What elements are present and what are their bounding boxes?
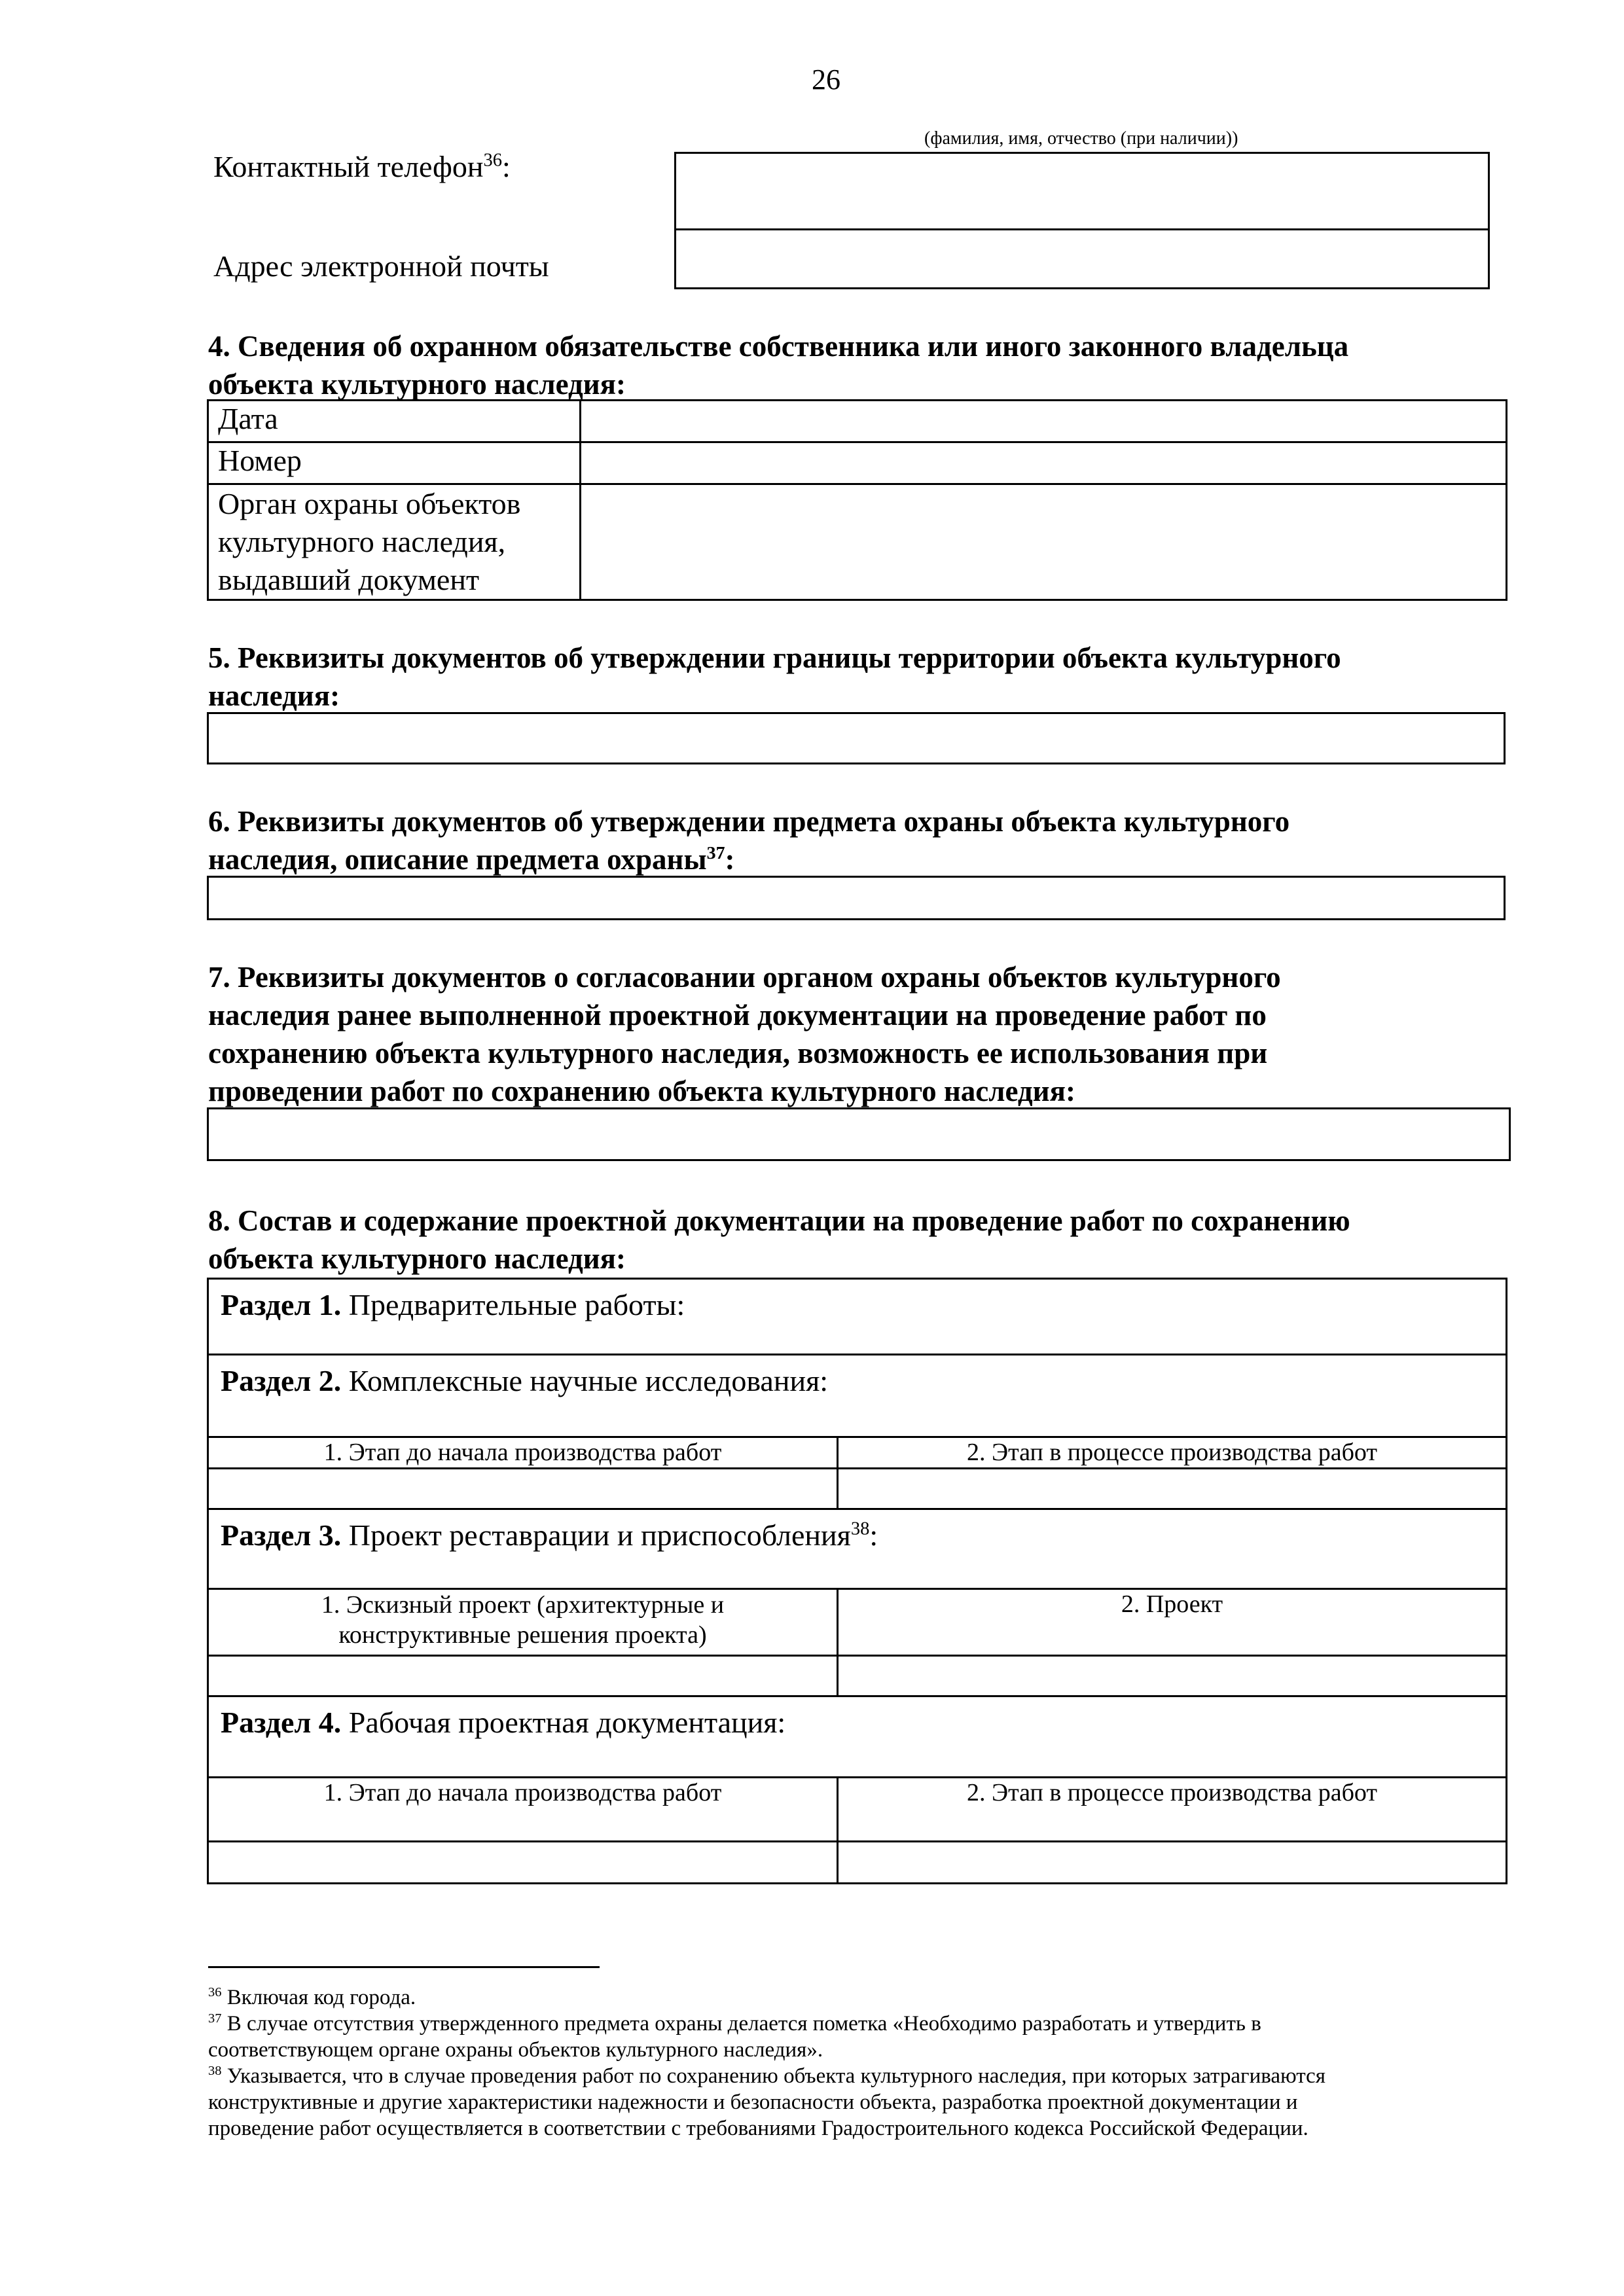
section-2-stage-2-input[interactable]	[838, 1469, 1507, 1509]
section-1-row: Раздел 1. Предварительные работы:	[208, 1279, 1507, 1355]
section-3-project-input[interactable]	[838, 1656, 1507, 1696]
approval-docs-input[interactable]	[207, 1107, 1511, 1161]
section-2-stage-1-label: 1. Этап до начала производства работ	[208, 1437, 838, 1469]
date-input[interactable]	[581, 401, 1507, 442]
number-input[interactable]	[581, 442, 1507, 484]
date-label: Дата	[208, 401, 581, 442]
section-3-sketch-input[interactable]	[208, 1656, 838, 1696]
number-label: Номер	[208, 442, 581, 484]
section-4-row: Раздел 4. Рабочая проектная документация:	[208, 1696, 1507, 1778]
phone-label: Контактный телефон$^{36}$:	[213, 150, 511, 183]
section-4-heading: 4. Сведения об охранном обязательстве собственника или иного законного владельца объекта культурного наследия:	[208, 330, 1349, 401]
section-5-heading: 5. Реквизиты документов об утверждении границы территории объекта культурного наследия:	[208, 641, 1341, 712]
protection-subject-input[interactable]	[207, 876, 1506, 920]
section-4-stage-2-label: 2. Этап в процессе производства работ	[838, 1778, 1507, 1842]
fio-hint: (фамилия, имя, отчество (при наличии))	[924, 128, 1238, 149]
organ-label: Орган охраны объектов культурного наследия, выдавший документ	[208, 484, 581, 600]
section-2-stage-1-input[interactable]	[208, 1469, 838, 1509]
footnote-37: $^{37}$ В случае отсутствия утвержденного предмета охраны делается пометка «Необходимо разработать и утвердить в соответствующем органе охраны объектов культурного наследия».	[208, 2011, 1261, 2062]
footnote-ref-38: 38	[850, 1518, 870, 1539]
section-2-stage-2-label: 2. Этап в процессе производства работ	[838, 1437, 1507, 1469]
organ-input[interactable]	[581, 484, 1507, 600]
section-3-project-label: 2. Проект	[838, 1589, 1507, 1656]
page-number: 26	[812, 63, 840, 96]
section-2-row: Раздел 2. Комплексные научные исследования:	[208, 1355, 1507, 1437]
section-3-sketch-label: 1. Эскизный проект (архитектурные и конструктивные решения проекта)	[208, 1589, 838, 1656]
section-6-heading: 6. Реквизиты документов об утверждении предмета охраны объекта культурного наследия, описание предмета охраны$^{37}$:	[208, 805, 1290, 876]
footnote-separator	[208, 1966, 600, 1968]
project-docs-table	[207, 1278, 1507, 1884]
email-input[interactable]	[674, 228, 1490, 289]
footnote-38: $^{38}$ Указывается, что в случае проведения работ по сохранению объекта культурного наследия, при которых затрагиваются конструктивные и другие характеристики надежности и безопасности объекта, разработка проектной документации и проведение работ осуществляется в соответствии с требованиями Градостроительного кодекса Российской Федерации.	[208, 2064, 1326, 2140]
footnote-ref-37: 37	[706, 843, 725, 863]
phone-input[interactable]	[674, 152, 1490, 230]
obligation-table	[207, 399, 1507, 601]
section-8-heading: 8. Состав и содержание проектной документации на проведение работ по сохранению объекта культурного наследия:	[208, 1204, 1350, 1275]
territory-docs-input[interactable]	[207, 712, 1506, 764]
section-3-row: Раздел 3. Проект реставрации и приспособления$^{38}$:	[208, 1509, 1507, 1589]
footnote-ref-36: 36	[483, 150, 502, 171]
section-4-stage-2-input[interactable]	[838, 1842, 1507, 1884]
section-4-stage-1-label: 1. Этап до начала производства работ	[208, 1778, 838, 1842]
email-label: Адрес электронной почты	[213, 249, 549, 283]
section-4-stage-1-input[interactable]	[208, 1842, 838, 1884]
footnote-36: $^{36}$ Включая код города.	[208, 1985, 416, 2009]
section-7-heading: 7. Реквизиты документов о согласовании органом охраны объектов культурного наследия ранее выполненной проектной документации на проведение работ по сохранению объекта культурного наследия, возможность ее использования при проведении работ по сохранению объекта культурного наследия:	[208, 961, 1281, 1107]
